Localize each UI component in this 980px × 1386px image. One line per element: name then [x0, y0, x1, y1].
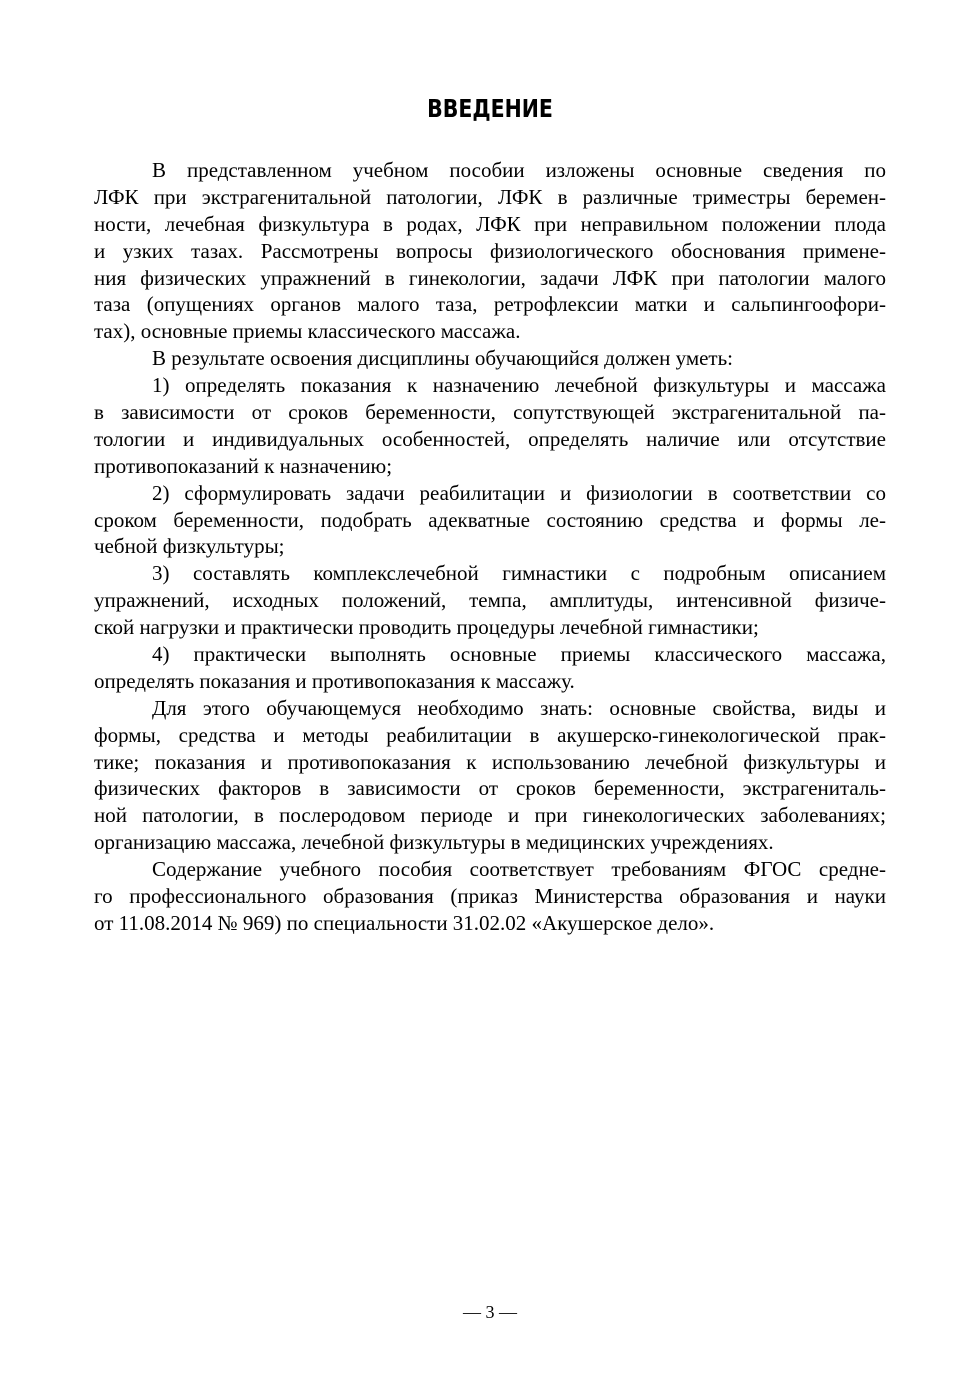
text-line: ской нагрузки и практически проводить процедуры лечебной гимнастики;	[94, 615, 759, 640]
text-line: и узких тазах. Рассмотрены вопросы физиологического обоснования примене-	[94, 238, 886, 263]
text-line: ной патологии, в послеродовом периоде и при гинекологических заболеваниях;	[94, 803, 886, 828]
paragraph	[94, 641, 886, 695]
text-line: тологии и индивидуальных особенностей, определять наличие или отсутствие	[94, 426, 886, 451]
text-line: сроком беременности, подобрать адекватные состоянию средства и формы ле-	[94, 507, 886, 532]
text-line: таза (опущениях органов малого таза, ретрофлексии матки и сальпингоофори-	[94, 292, 886, 317]
text-line: 1) определять показания к назначению лечебной физкультуры и массажа	[152, 373, 886, 398]
text-line: В результате освоения дисциплины обучающийся должен уметь:	[152, 346, 734, 371]
page-title: ВВЕДЕНИЕ	[427, 94, 553, 123]
page-number: — 3 —	[463, 1302, 517, 1322]
body-text	[94, 157, 886, 937]
text-line: в зависимости от сроков беременности, сопутствующей экстрагенитальной па-	[94, 400, 886, 425]
text-line: тике; показания и противопоказания к использованию лечебной физкультуры и	[94, 749, 886, 774]
paragraph	[94, 345, 886, 372]
paragraph	[94, 480, 886, 561]
text-line: ности, лечебная физкультура в родах, ЛФК при неправильном положении плода	[94, 211, 886, 236]
text-line: организацию массажа, лечебной физкультуры в медицинских учреждениях.	[94, 830, 774, 855]
text-line: тах), основные приемы классического массажа.	[94, 319, 521, 344]
text-line: физических факторов в зависимости от сроков беременности, экстрагениталь-	[94, 776, 886, 801]
paragraph	[94, 695, 886, 856]
text-line: формы, средства и методы реабилитации в акушерско-гинекологической прак-	[94, 722, 886, 747]
paragraph	[94, 372, 886, 480]
text-line: Содержание учебного пособия соответствует требованиям ФГОС средне-	[152, 857, 886, 882]
text-line: 3) составлять комплекслечебной гимнастики с подробным описанием	[152, 561, 886, 586]
text-line: от 11.08.2014 № 969) по специальности 31.02.02 «Акушерское дело».	[94, 910, 715, 935]
text-line: Для этого обучающемуся необходимо знать: основные свойства, виды и	[152, 695, 886, 720]
text-line: В представленном учебном пособии изложены основные сведения по	[152, 158, 886, 182]
text-line: 4) практически выполнять основные приемы классического массажа,	[152, 642, 886, 667]
text-line: определять показания и противопоказания к массажу.	[94, 668, 575, 693]
text-line: упражнений, исходных положений, темпа, амплитуды, интенсивной физиче-	[94, 588, 886, 613]
text-line: противопоказаний к назначению;	[94, 453, 393, 478]
paragraph	[94, 560, 886, 641]
text-line: го профессионального образования (приказ Министерства образования и науки	[94, 884, 886, 909]
text-line: 2) сформулировать задачи реабилитации и физиологии в соответствии со	[152, 480, 886, 505]
paragraph	[94, 856, 886, 937]
text-line: чебной физкультуры;	[94, 534, 285, 559]
text-line: ЛФК при экстрагенитальной патологии, ЛФК в различные триместры беремен-	[94, 184, 886, 209]
paragraph	[94, 157, 886, 345]
text-line: ния физических упражнений в гинекологии, задачи ЛФК при патологии малого	[94, 265, 886, 290]
